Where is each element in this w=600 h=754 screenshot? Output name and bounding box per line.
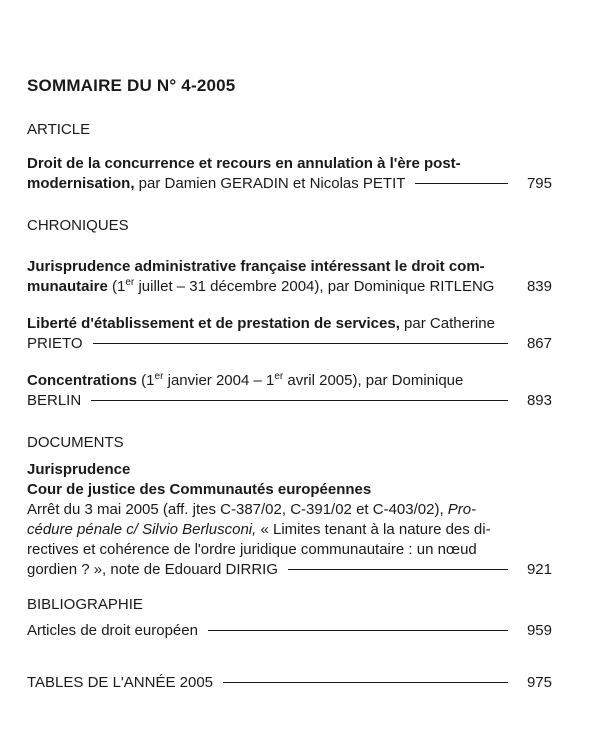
entry-title: Concentrations <box>27 372 138 389</box>
entry-text: « Limites tenant à la nature des di- <box>256 521 491 538</box>
entry-text: rectives et cohérence de l'ordre juridique communautaire : un nœud <box>27 541 477 558</box>
page-number: 975 <box>526 674 552 691</box>
superscript: er <box>125 277 135 288</box>
entry-text: Arrêt du 3 mai 2005 (aff. jtes C-387/02, C-391/02 et C-403/02), <box>27 501 448 518</box>
section-heading-chroniques: CHRONIQUES <box>27 217 129 234</box>
section-heading-documents: DOCUMENTS <box>27 434 124 451</box>
entry-italic-text: Pro- <box>447 501 477 518</box>
entry-text: (1 <box>137 372 155 389</box>
entry-italic-text: cédure pénale c/ Silvio Berlusconi, <box>27 521 257 538</box>
entry-title-line: Jurisprudence administrative française intéressant le droit com- <box>27 258 485 275</box>
entry-text: gordien ? », note de Edouard DIRRIG <box>27 561 278 578</box>
toc-entry-tables[interactable] <box>27 673 552 693</box>
page-number: 921 <box>526 561 552 578</box>
dot-leader <box>415 183 508 184</box>
toc-entry-chronique-2[interactable] <box>27 314 552 354</box>
page-number: 959 <box>526 622 552 639</box>
entry-text: avril 2005), par Dominique <box>283 372 464 389</box>
entry-title-cont: munautaire <box>27 278 108 295</box>
entry-author-name: PRIETO <box>27 335 83 352</box>
entry-title: Articles de droit européen <box>27 622 198 639</box>
dot-leader <box>208 630 508 631</box>
entry-title: Liberté d'établissement et de prestation de services, <box>27 315 400 332</box>
section-heading-bibliographie: BIBLIOGRAPHIE <box>27 596 143 613</box>
entry-title: TABLES DE L'ANNÉE 2005 <box>27 674 214 691</box>
toc-entry-bibliographie-1[interactable] <box>27 621 552 641</box>
entry-text: juillet – 31 décembre 2004), par Dominique RITLENG <box>134 278 495 295</box>
subheading-jurisprudence: Jurisprudence <box>27 461 131 478</box>
dot-leader <box>288 569 508 570</box>
dot-leader <box>223 682 508 683</box>
entry-title-line: Droit de la concurrence et recours en annulation à l'ère post- <box>27 155 461 172</box>
dot-leader <box>93 343 508 344</box>
page-number: 839 <box>526 278 552 295</box>
superscript: er <box>274 371 284 382</box>
superscript: er <box>154 371 164 382</box>
entry-text: (1 <box>107 278 126 295</box>
section-heading-article: ARTICLE <box>27 121 91 138</box>
entry-text: janvier 2004 – 1 <box>163 372 275 389</box>
toc-entry-chronique-3[interactable] <box>27 371 552 411</box>
entry-authors: par Catherine <box>399 315 495 332</box>
subheading-court: Cour de justice des Communautés européennes <box>27 481 372 498</box>
page-title: SOMMAIRE DU N° 4-2005 <box>27 76 236 95</box>
toc-entry-chronique-1[interactable] <box>27 257 552 297</box>
entry-authors: par Damien GERADIN et Nicolas PETIT <box>134 175 406 192</box>
page-number: 867 <box>526 335 552 352</box>
entry-title-cont: modernisation, <box>27 175 135 192</box>
toc-entry-document-1[interactable] <box>27 460 552 580</box>
page-number: 795 <box>526 175 552 192</box>
dot-leader <box>91 400 508 401</box>
page-number: 893 <box>526 392 552 409</box>
toc-entry-article-1[interactable] <box>27 154 552 194</box>
entry-author-name: BERLIN <box>27 392 82 409</box>
